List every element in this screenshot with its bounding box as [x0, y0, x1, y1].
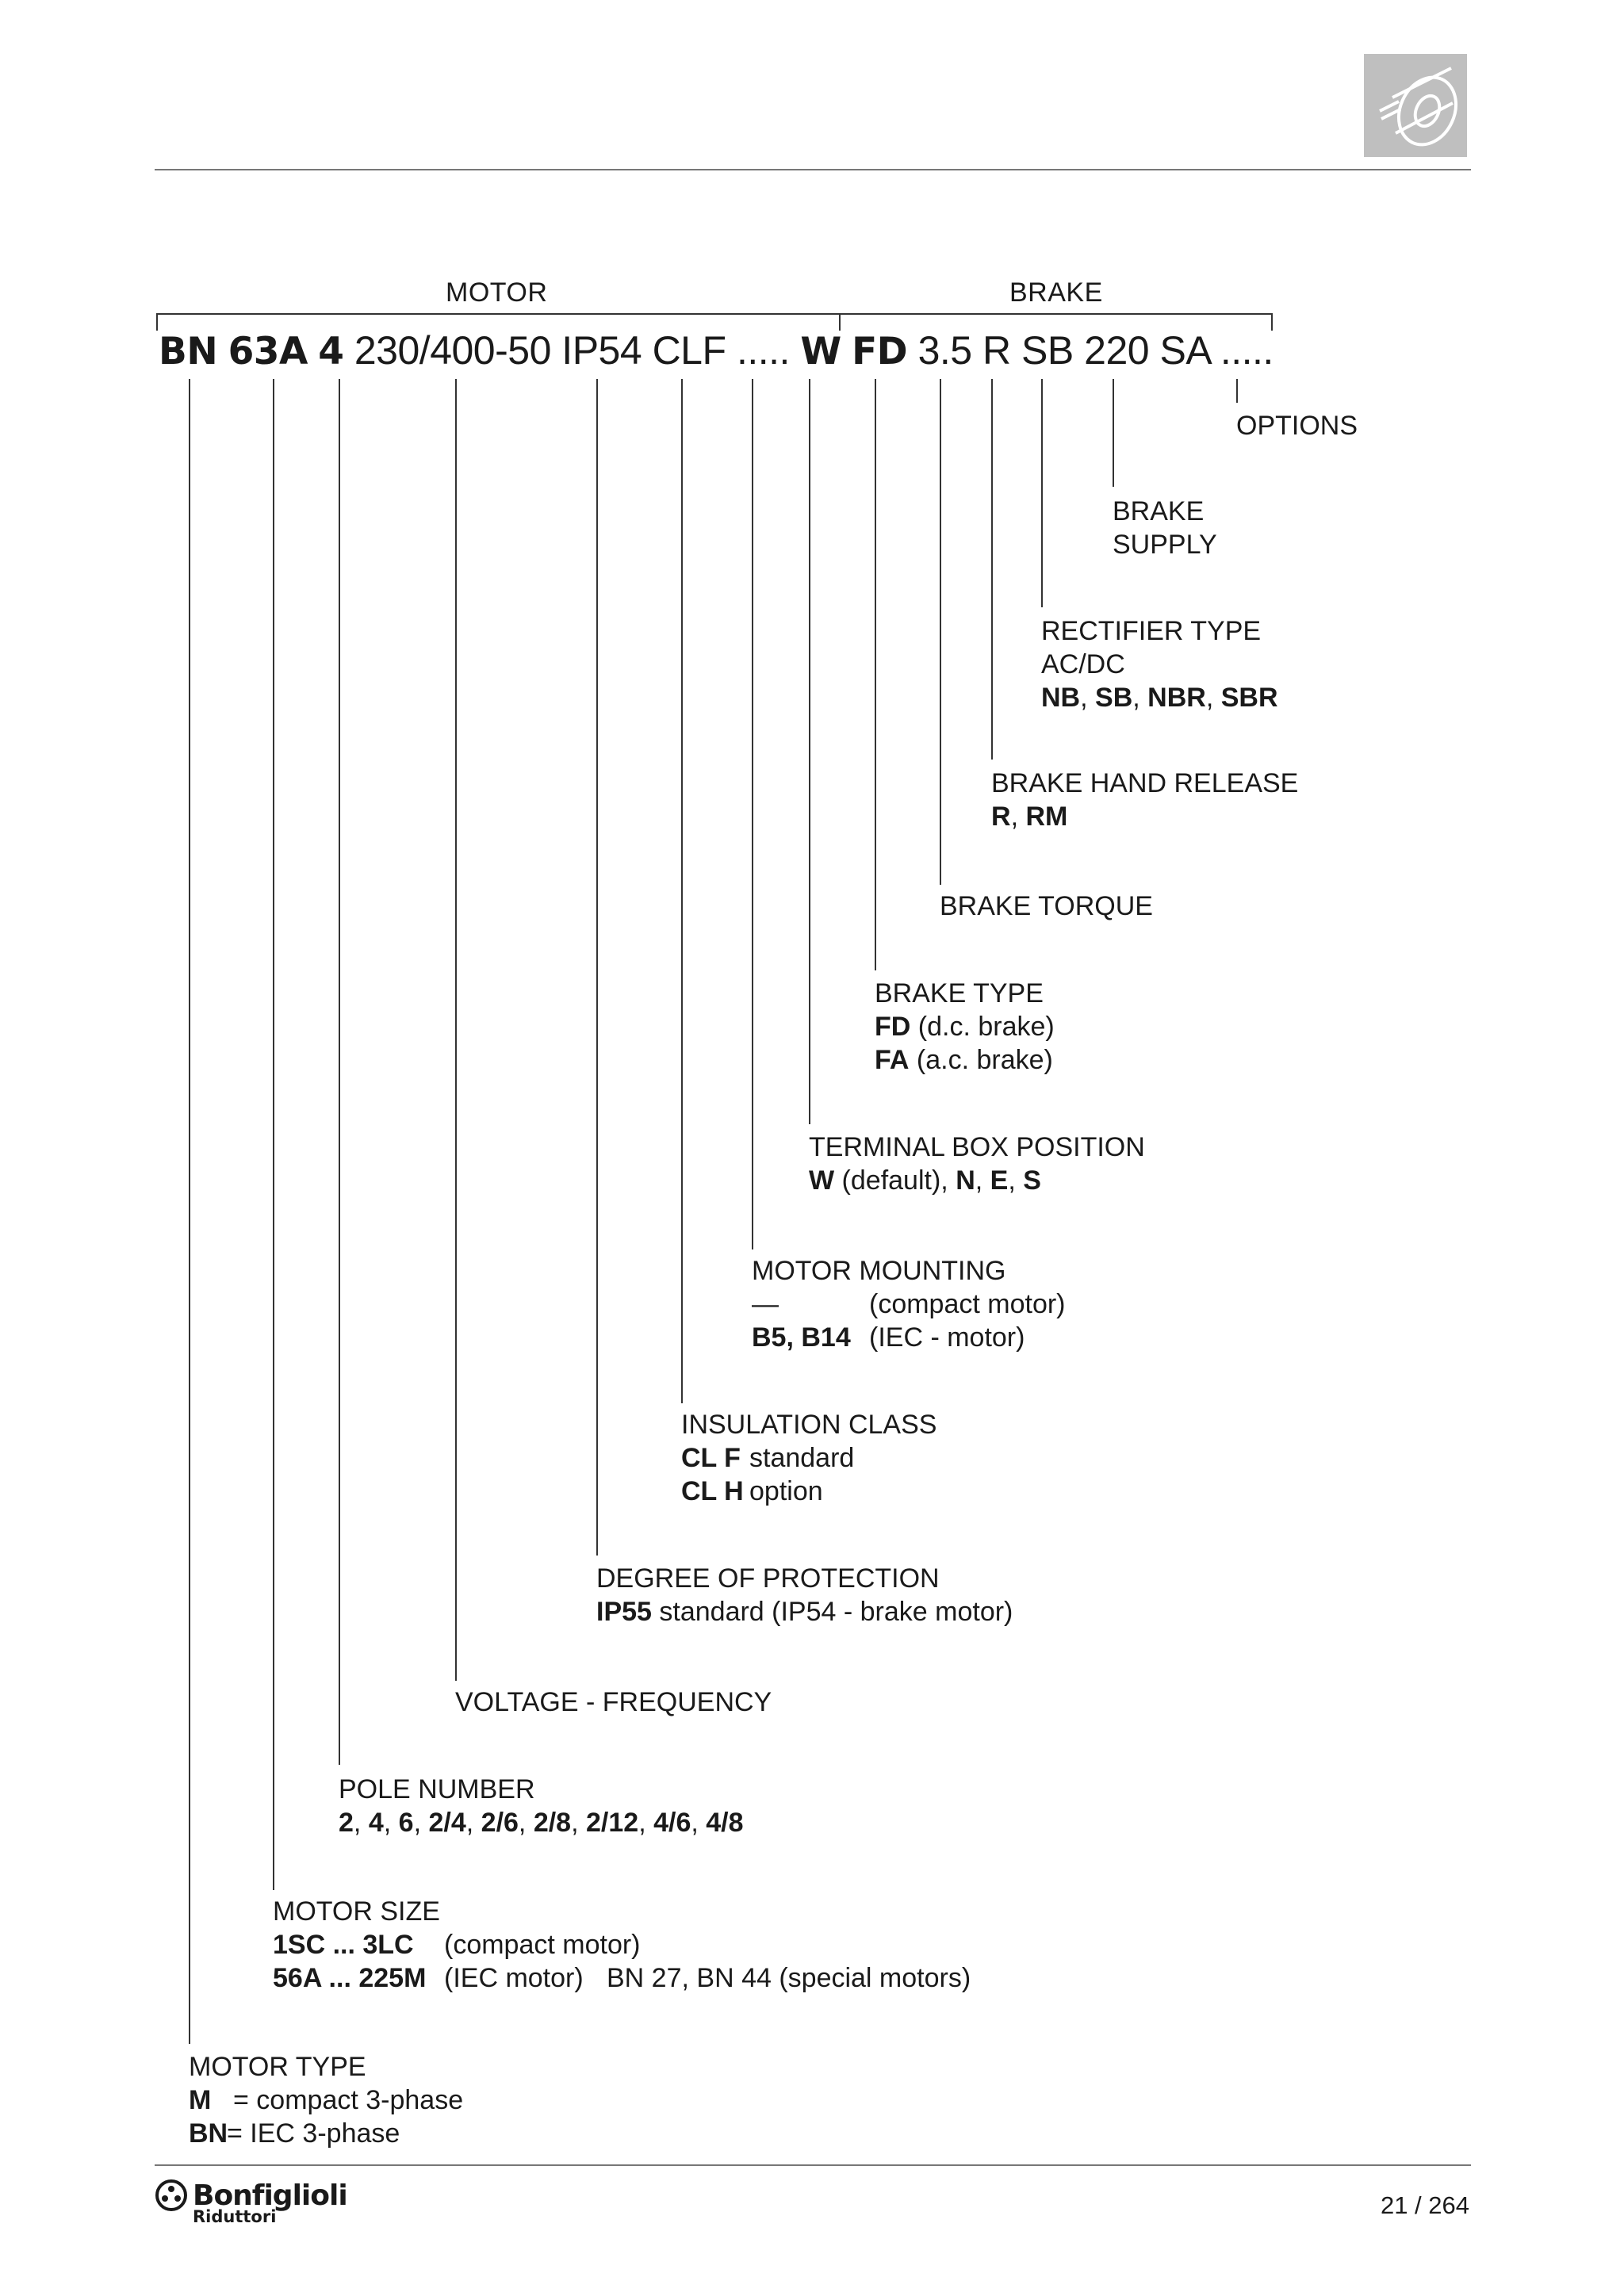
insulation-f-line — [681, 1441, 936, 1475]
leader-insulation — [681, 379, 683, 1403]
insulation-h-line — [681, 1475, 936, 1508]
size-compact-line — [273, 1928, 971, 1961]
terminal-title: TERMINAL BOX POSITION — [809, 1132, 1145, 1162]
code-sa: SA — [1159, 328, 1210, 373]
terminal-values: W (default), N, E, S — [809, 1165, 1041, 1196]
brake-type-title: BRAKE TYPE — [875, 978, 1044, 1008]
footer-rule — [155, 2164, 1471, 2166]
leader-motor-type — [189, 379, 190, 2044]
brake-type-fa-line — [875, 1043, 1055, 1077]
protection-desc: standard (IP54 - brake motor) — [659, 1597, 1013, 1627]
header-rule — [155, 169, 1471, 170]
code-dots-options: ..... — [1220, 328, 1274, 373]
hand-release-label — [991, 767, 1298, 833]
rectifier-title: RECTIFIER TYPE — [1041, 616, 1262, 646]
brake-supply-line1: BRAKE — [1113, 496, 1205, 526]
mounting-iec-line — [752, 1321, 1066, 1354]
rectifier-value: SBR — [1220, 683, 1278, 713]
pole-value: 4/6 — [653, 1808, 691, 1838]
brake-torque-label — [940, 890, 1153, 923]
insulation-h: CL H — [681, 1476, 744, 1506]
brake-group-label: BRAKE — [1009, 277, 1103, 308]
options-title: OPTIONS — [1236, 411, 1358, 441]
type-title: MOTOR TYPE — [189, 2052, 366, 2082]
terminal-value: N — [956, 1165, 975, 1196]
leader-pole-number — [339, 379, 340, 1765]
rectifier-value: NBR — [1147, 683, 1206, 713]
pole-number-label — [339, 1773, 744, 1839]
type-bn: BN — [189, 2118, 228, 2149]
type-m: M — [189, 2085, 212, 2115]
page-number: 21 / 264 — [1380, 2191, 1469, 2219]
protection-title: DEGREE OF PROTECTION — [596, 1563, 940, 1594]
code-voltage: 230/400-50 — [354, 328, 551, 373]
brake-supply-line2: SUPPLY — [1113, 530, 1217, 560]
brake-type-fd-desc: (d.c. brake) — [917, 1012, 1055, 1042]
motor-type-label — [189, 2050, 463, 2150]
terminal-value: S — [1023, 1165, 1041, 1196]
motor-size-label — [273, 1895, 971, 1995]
rectifier-value: SB — [1095, 683, 1133, 713]
brake-type-fa: FA — [875, 1045, 910, 1075]
motor-brace-left — [156, 313, 158, 331]
size-iec-line — [273, 1961, 971, 1995]
code-dots: ..... — [736, 328, 790, 373]
type-m-line — [189, 2084, 463, 2117]
brake-type-label — [875, 977, 1055, 1077]
terminal-w: W — [809, 1165, 835, 1196]
hand-release-title: BRAKE HAND RELEASE — [991, 768, 1299, 798]
pole-value: 4 — [368, 1808, 384, 1838]
protection-value: IP55 — [596, 1597, 652, 1627]
terminal-w-desc: (default), — [841, 1165, 948, 1196]
pole-title: POLE NUMBER — [339, 1774, 535, 1804]
pole-value: 4/8 — [706, 1808, 744, 1838]
logo-name: Bonfiglioli — [193, 2179, 347, 2212]
rectifier-type-label — [1041, 614, 1278, 714]
size-iec-desc: (IEC motor) — [444, 1963, 584, 1993]
code-terminal: W — [800, 330, 841, 373]
leader-hand-release — [991, 379, 993, 760]
gear-motor-icon — [1364, 54, 1467, 157]
rectifier-value: NB — [1041, 683, 1081, 713]
mounting-title: MOTOR MOUNTING — [752, 1256, 1006, 1286]
pole-value: 6 — [398, 1808, 414, 1838]
brake-type-fd-line — [875, 1010, 1055, 1043]
group-brace — [156, 313, 1273, 315]
insulation-f-desc: standard — [749, 1443, 855, 1473]
mounting-compact-line — [752, 1288, 1066, 1321]
voltage-title: VOLTAGE - FREQUENCY — [455, 1687, 772, 1717]
hand-release-value: R — [991, 802, 1011, 832]
mounting-b: B5, B14 — [752, 1322, 851, 1353]
mounting-b-desc: (IEC - motor) — [869, 1322, 1025, 1353]
mounting-dash: — — [752, 1289, 779, 1319]
leader-options — [1236, 379, 1238, 403]
code-brake-type: FD — [852, 330, 908, 373]
code-rectifier: SB — [1021, 328, 1074, 373]
bonfiglioli-logo-icon — [155, 2179, 188, 2212]
protection-label — [596, 1562, 1013, 1628]
size-special: BN 27, BN 44 (special motors) — [607, 1963, 971, 1993]
mounting-dash-desc: (compact motor) — [869, 1289, 1066, 1319]
leader-mounting — [752, 379, 753, 1249]
motor-mounting-label — [752, 1254, 1066, 1354]
leader-rectifier — [1041, 379, 1043, 607]
leader-brake-torque — [940, 379, 941, 885]
insulation-f: CL F — [681, 1443, 741, 1473]
type-bn-line — [189, 2117, 463, 2150]
code-bn: BN — [159, 330, 218, 373]
leader-brake-supply — [1113, 379, 1114, 487]
brake-torque-title: BRAKE TORQUE — [940, 891, 1153, 921]
size-compact: 1SC ... 3LC — [273, 1930, 414, 1960]
options-label — [1236, 409, 1358, 442]
pole-value: 2/12 — [586, 1808, 639, 1838]
leader-voltage — [455, 379, 457, 1681]
terminal-box-label — [809, 1131, 1145, 1197]
hand-release-values: R, RM — [991, 802, 1068, 832]
brand-logo — [155, 2179, 347, 2226]
pole-value: 2/8 — [533, 1808, 572, 1838]
motor-group-label: MOTOR — [446, 277, 548, 308]
size-iec: 56A ... 225M — [273, 1963, 427, 1993]
voltage-frequency-label — [455, 1686, 772, 1719]
insulation-title: INSULATION CLASS — [681, 1410, 937, 1440]
protection-line — [596, 1595, 1013, 1628]
pole-values: 2, 4, 6, 2/4, 2/6, 2/8, 2/12, 4/6, 4/8 — [339, 1808, 744, 1838]
leader-protection — [596, 379, 598, 1556]
terminal-value: E — [990, 1165, 1009, 1196]
brake-type-fd: FD — [875, 1012, 911, 1042]
code-release: R — [982, 328, 1011, 373]
size-title: MOTOR SIZE — [273, 1896, 440, 1927]
code-poles: 4 — [318, 330, 344, 373]
pole-value: 2 — [339, 1808, 354, 1838]
rectifier-values: NB, SB, NBR, SBR — [1041, 683, 1278, 713]
designation-code — [159, 327, 1274, 373]
type-bn-desc: = IEC 3-phase — [227, 2118, 400, 2149]
leader-brake-type — [875, 379, 876, 970]
code-torque: 3.5 — [917, 328, 972, 373]
type-m-desc: = compact 3-phase — [233, 2085, 464, 2115]
insulation-h-desc: option — [749, 1476, 823, 1506]
leader-terminal — [809, 379, 810, 1124]
leader-motor-size — [273, 379, 274, 1890]
brake-type-fa-desc: (a.c. brake) — [916, 1045, 1053, 1075]
hand-release-value: RM — [1025, 802, 1068, 832]
code-supply: 220 — [1084, 328, 1150, 373]
logo-sub: Riduttori — [193, 2207, 277, 2226]
pole-value: 2/4 — [428, 1808, 466, 1838]
code-protection: IP54 — [561, 328, 642, 373]
rectifier-sub: AC/DC — [1041, 649, 1125, 679]
pole-value: 2/6 — [481, 1808, 519, 1838]
code-size: 63A — [228, 330, 308, 373]
insulation-class-label — [681, 1408, 936, 1508]
size-compact-desc: (compact motor) — [444, 1930, 641, 1960]
code-insulation: CLF — [652, 328, 726, 373]
brake-supply-label — [1113, 495, 1217, 561]
